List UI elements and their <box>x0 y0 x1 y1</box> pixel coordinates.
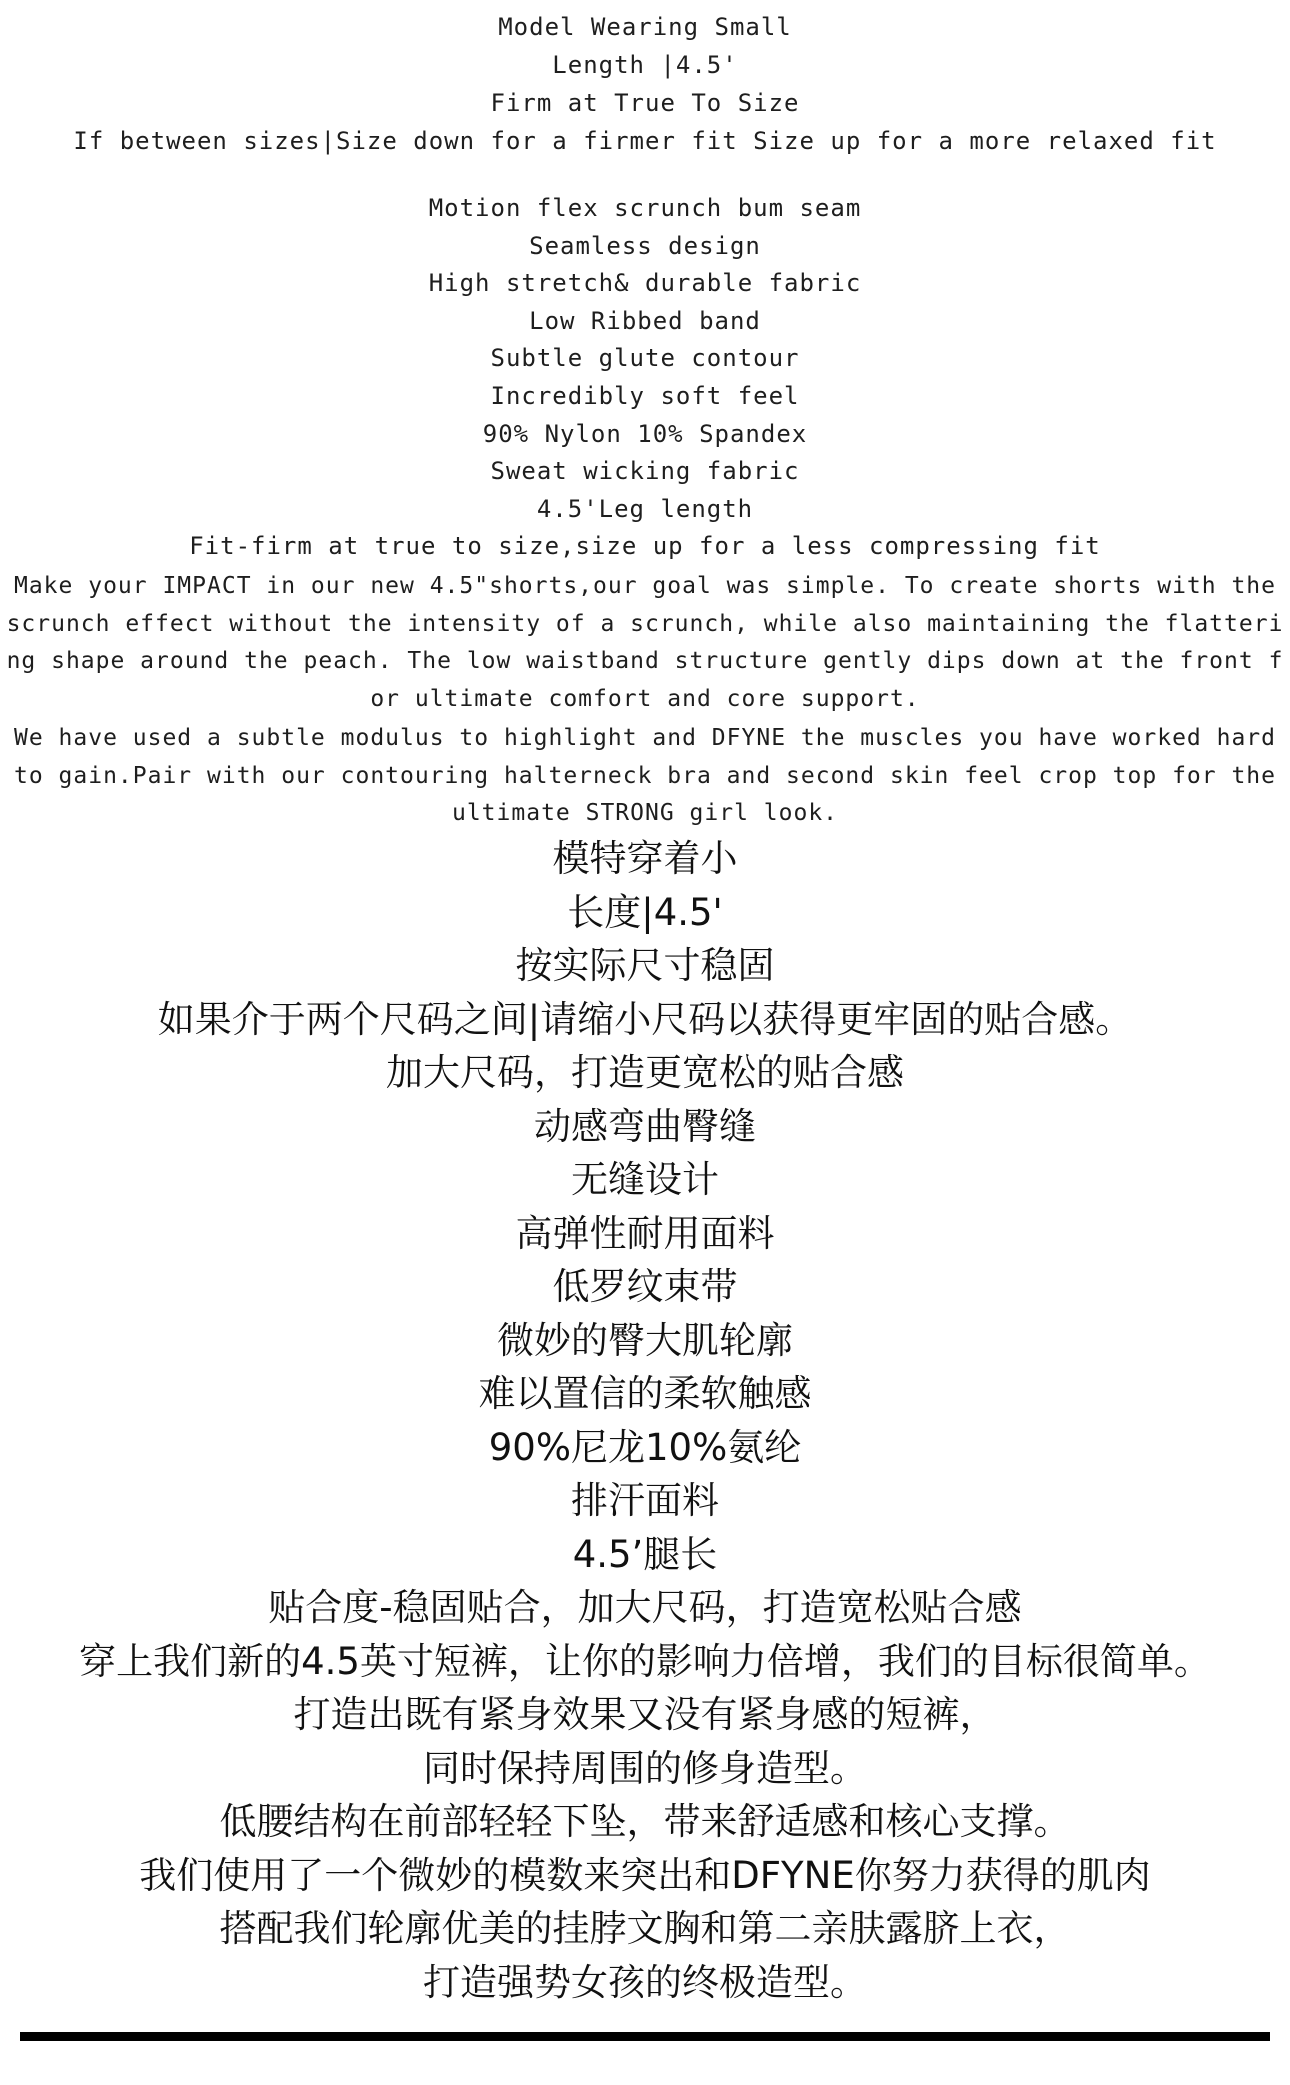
feature-line: Seamless design <box>529 231 761 260</box>
feature-line: Low Ribbed band <box>529 306 761 335</box>
description-zh <box>0 832 1290 2009</box>
bottom-divider <box>20 2032 1270 2041</box>
zh-line: 无缝设计 <box>571 1158 719 1201</box>
zh-line: 长度|4.5' <box>567 890 723 934</box>
description-paragraph-en-2: We have used a subtle modulus to highlight and DFYNE the muscles you have worked hard to gain.Pair with our contouring halterneck bra and second skin feel crop top for the ultimate STRONG girl look. <box>13 725 1276 827</box>
zh-line: 我们使用了一个微妙的模数来突出和DFYNE你努力获得的肌肉 <box>139 1853 1151 1897</box>
feature-line: Fit-firm at true to size,size up for a less compressing fit <box>189 532 1101 561</box>
description-paragraph-en-1: Make your IMPACT in our new 4.5"shorts,our goal was simple. To create shorts with the scrunch effect without the intensity of a scrunch, while also maintaining the flattering shape around the peach. The low waistband structure gently dips down at the front for ultimate comfort and core support. <box>6 573 1284 712</box>
zh-line: 微妙的臀大肌轮廓 <box>497 1318 793 1362</box>
text-line: Firm at True To Size <box>490 89 800 117</box>
zh-line: 高弹性耐用面料 <box>515 1211 775 1255</box>
zh-line: 同时保持周围的修身造型。 <box>423 1746 867 1790</box>
zh-line: 贴合度-稳固贴合，加大尺码，打造宽松贴合感 <box>268 1586 1022 1629</box>
zh-line: 搭配我们轮廓优美的挂脖文胸和第二亲肤露脐上衣， <box>219 1907 1071 1950</box>
zh-line: 4.5’腿长 <box>572 1532 718 1576</box>
feature-line: 90% Nylon 10% Spandex <box>482 419 808 448</box>
feature-line: Incredibly soft feel <box>490 381 800 410</box>
feature-line: High stretch& durable fabric <box>428 269 862 298</box>
zh-line: 难以置信的柔软触感 <box>478 1372 812 1415</box>
zh-line: 按实际尺寸稳固 <box>515 944 775 987</box>
zh-line: 打造出既有紧身效果又没有紧身感的短裤， <box>293 1693 997 1736</box>
zh-line: 穿上我们新的4.5英寸短裤，让你的影响力倍增，我们的目标很简单。 <box>79 1639 1211 1683</box>
zh-line: 如果介于两个尺码之间|请缩小尺码以获得更牢固的贴合感。 <box>157 997 1133 1041</box>
feature-line: 4.5'Leg length <box>536 494 754 523</box>
zh-line: 90%尼龙10%氨纶 <box>488 1425 802 1469</box>
feature-line: Subtle glute contour <box>490 344 800 373</box>
text-line: Model Wearing Small <box>498 13 792 41</box>
feature-line: Sweat wicking fabric <box>490 457 800 486</box>
zh-line: 动感弯曲臀缝 <box>534 1104 756 1148</box>
zh-line: 排汗面料 <box>571 1479 719 1522</box>
zh-line: 加大尺码，打造更宽松的贴合感 <box>386 1051 904 1094</box>
text-line: If between sizes|Size down for a firmer fit Size up for a more relaxed fit <box>73 127 1217 155</box>
zh-line: 低罗纹束带 <box>552 1265 738 1308</box>
text-line: Length |4.5' <box>552 51 738 79</box>
zh-line: 模特穿着小 <box>552 837 738 880</box>
feature-line: Motion flex scrunch bum seam <box>428 194 862 222</box>
sizing-info-en <box>0 8 1290 160</box>
feature-list-en <box>0 190 1290 566</box>
zh-line: 低腰结构在前部轻轻下坠，带来舒适感和核心支撑。 <box>219 1800 1071 1843</box>
zh-line: 打造强势女孩的终极造型。 <box>423 1960 867 2004</box>
